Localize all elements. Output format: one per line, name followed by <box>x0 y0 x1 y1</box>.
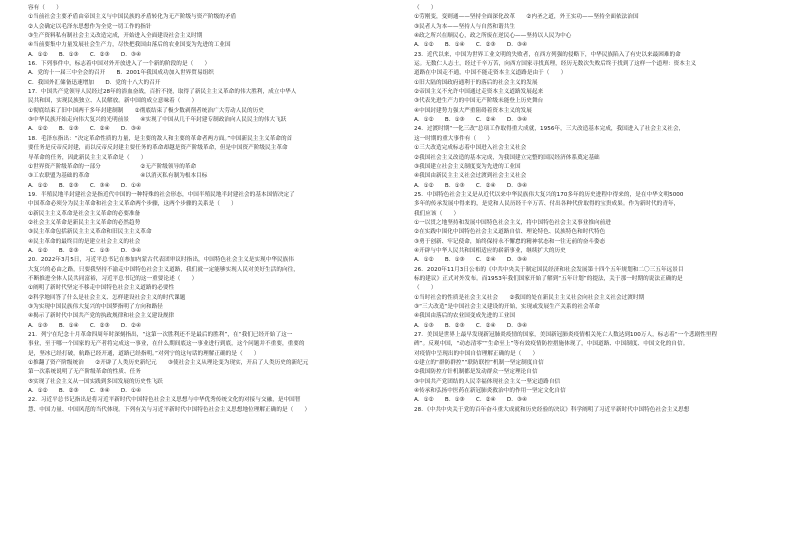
right-line-5: 23．近代以来，中国为世界工业文明的失败者，在西方列强的侵略下，中华民族陷入了有史以来最困难的命 <box>414 51 681 58</box>
left-line-14: 18．毛泽东指出：“决定革命性质的力量，是主要的敌人和主要的革命者两方面。”中国新民主主义革命的首 <box>28 135 293 142</box>
right-line-8: ①旧大陆的国政府通利于的落后的社会主义的发展 <box>414 79 538 86</box>
left-line-20: 19．半殖民地半封建社会是指近代中国的一种特殊的社会形态，中国半殖民地半封建社会的基本国情决定了 <box>28 191 295 198</box>
right-line-13: 24．过渡时期“一化三改”总项工作取得重大成就，1956年，三大改造基本完成，我国进入了社会主义社会， <box>414 126 685 133</box>
right-line-12: A．①② B．①③ C．②④ D．③④ <box>414 117 528 124</box>
left-line-21: 中国革命必须分为民主革命和社会主义革命两个步骤，这两个步骤的关系是（ ） <box>28 201 237 208</box>
left-line-37: 是，坚冰已经打破，航路已经开通，道路已经指明。”对列宁的这句话的理解正确的是（ ） <box>28 350 260 357</box>
left-line-43: 慧、中国力量、中国风范的当代体现。下列有关与习近平新时代中国特色社会主义思想地位理解正确的是（ ） <box>28 406 311 413</box>
right-line-38: ①建立的“群防群控”“联防联控”机制一坚定制度自信 <box>414 360 544 367</box>
left-column <box>28 4 390 549</box>
left-line-17: ①世界资产阶级革命的一部分 ②无产阶级领导的革命 <box>28 163 197 170</box>
right-line-28: 26．2020年11月3日公布的《中共中央关于制定国民经济和社会发展第十四个五年规划和二〇三五年远景目 <box>414 266 684 273</box>
left-line-28: 大复兴的必由之路，只要我坚持不渝走中国特色社会主义道路，我们就一定能够实现人民对美好生活的向往， <box>28 266 299 273</box>
right-line-4: A．①② B．①④ C．②③ D．③④ <box>414 42 528 49</box>
right-line-27: A．①② B．①③ C．②④ D．③④ <box>414 257 528 264</box>
right-line-29: 标的建议》正式对外发布。而1953年我们国家开始了解到“五年计划”的提法，关于那一时期的说法正确的是 <box>414 275 683 282</box>
right-line-10: ③代表先进生产力的中国无产阶级未能登上历史舞台 <box>414 98 544 105</box>
left-line-27: 20．2022年3月5日，习近平总书记在参加内蒙古代表团审议时指出，中国特色社会主义是实现中华民族伟 <box>28 257 294 264</box>
left-line-8: C．我国外汇储备迅速增加 D．党的十八大的召开 <box>28 79 161 86</box>
left-line-26: A．①② B．②③ C．①③ D．③④ <box>28 247 142 254</box>
left-line-35: 21．列宁在纪念十月革命四周年时深刻指出，“这第一次胜利还不是最后的胜利”，在“我们已经开始了这一 <box>28 332 293 339</box>
right-line-7: 道路在中国走不通，中国不能走资本主义道路是由于（ ） <box>414 70 567 77</box>
right-line-24: ②在实践中围化中国特色社会主义道路自信、理论特色、民族特色和时代特色 <box>414 229 606 236</box>
left-line-13: A．①② B．①③ C．②④ D．③④ <box>28 126 142 133</box>
left-line-31: ②科学地回答了什么是社会主义、怎样建设社会主义的时代课题 <box>28 294 186 301</box>
right-line-3: ④政之所兴在顺民心，政之所废在逆民心——坚持以人民为中心 <box>414 33 572 40</box>
left-line-6: 16．下列事件中，标志着中国对外开放进入了一个新的阶段的是（ ） <box>28 61 211 68</box>
right-line-32: ③“三大改造”是中国社会主义建设的开始，实现或发展生产关系的社会革命 <box>414 304 600 310</box>
right-line-14: 这一时期的重大事件有（ ） <box>414 135 494 142</box>
left-line-18: ③工农联盟为基础的革命 ④以消灭私有制为根本目标 <box>28 173 208 180</box>
left-line-3: ③生产资料私有制社会主义改造完成，开始进入全面建设社会主义时期 <box>28 33 203 40</box>
right-line-23: ①一以贯之地坚持和发展中国特色社会主义，将中国特色社会主义事业推向前进 <box>414 219 611 226</box>
left-line-29: 不断推进全体人民共同富裕，习近平总书记的这一重要论述（ ） <box>28 275 198 282</box>
left-line-11: ①彻底结束了旧中国两千多年封建制制 ②彻底结束了极少数剥削者统治广大劳动人民的历史 <box>28 107 264 114</box>
right-line-33: ④我国由落后的农业国变成先进的工业国 <box>414 313 516 320</box>
left-line-12: ③中华民族开始走向伟大复兴的光明前景 ④实现了中国从几千年封建专制政治向人民民主的伟大飞跃 <box>28 117 287 124</box>
right-line-36: 碑”。反观中国，“动态清零”“生命至上”等有效疫情防控措施体现了，中国道路、中国制度、中国文化的自信。 <box>414 341 689 348</box>
right-line-35: 27．美国是世界上最早发现新冠肺炎疫情的国家，美国新冠肺炎疫情相关死亡人数达到100万人，标志着“一个悲剧性里程 <box>414 332 718 339</box>
left-line-5: A．①② B．①③ C．②③ D．③④ <box>28 51 142 58</box>
left-line-0: 容有（ ） <box>28 5 62 11</box>
right-line-16: ②我国社会主义改造的基本完成，为我国建立完整的国民经济体系奠定基础 <box>414 154 600 161</box>
left-line-9: 17．中国共产党领导人民经过28年的浴血奋战，百折不挠，取得了新民主主义革命的伟大胜利，成立中华人 <box>28 89 297 96</box>
left-line-4: ④当前要集中力量发展社会生产力，尽快把我国由落后的农业国变为先进的工业国 <box>28 42 231 49</box>
left-line-33: ④揭示了新时代中国共产党的执政规律和社会主义建设规律 <box>28 313 175 320</box>
left-line-25: ④民主革命的最终目的是建立社会主义的社会 <box>28 238 141 245</box>
right-line-0: （ ） <box>414 5 437 11</box>
right-line-1: ①劳刚变，变则通——坚持全面深化改革 ②内圣之道，外王实功——坚持全面依法治国 <box>414 14 639 21</box>
left-line-24: ③民主革命包括新民主主义革命和旧民主主义革命 <box>28 229 152 236</box>
right-line-18: ④我国由新民主主义社会过渡到社会主义社会 <box>414 173 527 180</box>
right-line-19: A．①② B．①③ C．②④ D．③④ <box>414 182 528 189</box>
left-line-10: 民共和国，实现民族独立、人民解放。新中国的成立意味着（ ） <box>28 98 198 105</box>
left-line-23: ②社会主义革命是新民主主义革命的必然趋势 <box>28 219 141 226</box>
right-line-6: 运。无数仁人志士，经过千辛万苦，向西方国家寻找真理，经历无数次失败后终于找到了这样一个道理：资本主义 <box>414 61 697 68</box>
right-line-31: ①当时社会的性质是社会主义社会 ②我国的处在新民主主义社会向社会主义社会过渡时期 <box>414 294 645 301</box>
right-line-37: 对疫情中呈现出的中国自信理解正确的是（ ） <box>414 350 539 357</box>
right-line-17: ③我国建立社会主义制度变为先进的工业国 <box>414 163 521 170</box>
right-line-42: A．①② B．①③ C．②④ D．③④ <box>414 397 528 404</box>
right-line-11: ④中国封建势力强大严重阻碍着资本主义的发展 <box>414 107 532 114</box>
right-line-30: （ ） <box>414 285 437 292</box>
right-line-22: 我们应该（ ） <box>414 210 460 217</box>
left-line-7: A．党的十一届三中全会的召开 B．2001年我国成功加入世界贸易组织 <box>28 70 214 77</box>
left-line-1: ①当前社会主要矛盾由帝国主义与中国民族的矛盾转化为无产阶级与资产阶级的矛盾 <box>28 14 237 21</box>
left-line-32: ③为实现中国民族伟大复兴的中国梦指明了方向和路径 <box>28 304 163 310</box>
right-line-26: ④开辟与中华人民共和国相适应的崭新事业，继续扩大的历史 <box>414 247 566 254</box>
right-line-40: ③中国共产党团结的人民幸福体现社会主义一坚定道路自信 <box>414 378 561 385</box>
right-line-25: ③勇于创新、牢记使命，始终保持永不懈怠的精神状态和一往无前的奋斗姿态 <box>414 238 606 245</box>
left-line-15: 要任务是反帝反封建，而以反帝反封建主要任务的革命却越是资产阶级革命，但是中国资产阶级民主革命 <box>28 145 288 152</box>
left-line-34: A．①③ B．①④ C．②③ D．②④ <box>28 322 142 329</box>
left-line-40: ⑤实现了社会主义从一国实践到多国发展的历史性飞跃 <box>28 378 163 385</box>
left-line-16: 导革命的任务，因此新民主主义革命是（ ） <box>28 154 147 161</box>
left-line-41: A．①② B．②③ C．③④ D．①④ <box>28 388 142 395</box>
right-line-2: ③民者人为本——坚持人与自然和谐共生 <box>414 23 516 30</box>
left-line-2: ②人会确定以毛泽东思想作为全党一切工作的指针 <box>28 23 152 30</box>
left-line-36: 事业，至于哪一个国家的无产者将完成这一事业，在什么期间底这一事业进行到底，这个问题并不重要，重要的 <box>28 341 305 348</box>
right-line-39: ②我国防控方针机制都是发动群众一坚定理论自信 <box>414 369 538 376</box>
right-line-43: 28．《中共中央关于党的百年奋斗重大成就和历史经验的决议》科学阐明了习近平新时代中国特色社会主义思想 <box>414 406 690 413</box>
left-line-22: ①新民主主义革命是社会主义革命的必要准备 <box>28 210 141 217</box>
left-line-42: 22．习近平总书记指出是将习近平新时代中国特色社会主义思想与中华优秀传统文化的对接与交融，是中国智 <box>28 397 301 404</box>
left-line-39: 第一次系统说明了无产阶级革命的性质、任务 <box>28 369 141 376</box>
left-line-38: ①推翻了资产阶级统治 ②开辟了人类历史新纪元 ③使社会主义从理论变为现实，开启了人类历史的新纪元 <box>28 360 309 367</box>
right-line-34: A．①③ B．②③ C．②④ D．③④ <box>414 322 528 329</box>
left-line-30: ①阐明了新时代坚定不移走中国特色社会主义道路的必要性 <box>28 285 175 292</box>
right-line-21: 多年的传承发展中得来的，是党和人民历经千辛万苦、付出各种代价取得的宝贵成果。作为新时代的青年， <box>414 201 680 208</box>
right-line-15: ①三大改造完成标志着中国进入社会主义社会 <box>414 145 527 152</box>
right-column <box>414 4 776 549</box>
left-line-19: A．①② B．②③ C．③④ D．①④ <box>28 182 142 189</box>
right-line-9: ②帝国主义不允许中国通过走资本主义道路发展起来 <box>414 89 544 96</box>
right-line-20: 25．中国特色社会主义是从近代以来中华民族伟大复兴的170多年的历史进程中得来的，是在中华文明5000 <box>414 191 684 198</box>
right-line-41: ④传承和弘扬中医药在新冠肺炎救治中的作用一坚定文化自信 <box>414 388 566 395</box>
